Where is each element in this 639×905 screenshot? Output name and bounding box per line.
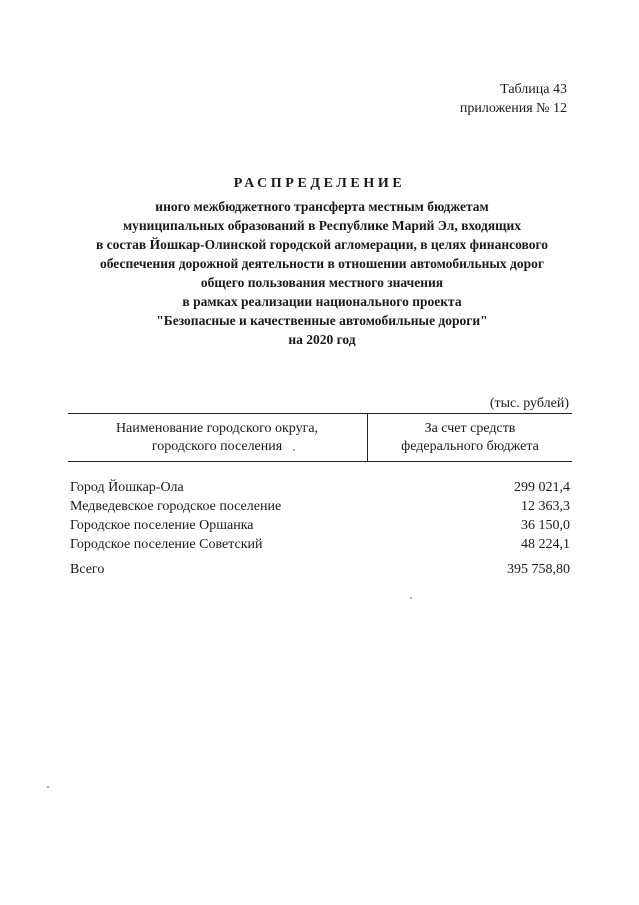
column-header-federal-line: федерального бюджета [401,439,539,454]
column-header-name-line: Наименование городского округа, [115,421,319,436]
document-title: РАСПРЕДЕЛЕНИЕ [233,176,406,191]
distribution-table [68,413,572,579]
subtitle-line: общего пользования местного значения [200,275,444,290]
row-value: 299 021,4 [514,480,570,495]
row-value: 36 150,0 [521,518,570,533]
table-body [68,478,572,579]
total-label: Всего [70,562,105,577]
table-reference: Таблица 43 [500,82,567,97]
scan-speck [410,597,412,599]
unit-label: (тыс. рублей) [489,396,569,411]
subtitle-line: в рамках реализации национального проекта [182,294,462,309]
column-header-name-line: городского поселения [151,439,283,454]
table-row [68,497,572,516]
row-name: Медведевское городское поселение [70,499,282,514]
total-row [68,560,572,579]
subtitle-line: обеспечения дорожной деятельности в отношении автомобильных дорог [99,256,545,271]
column-header-federal-line: За счет средств [424,421,516,436]
appendix-reference: приложения № 12 [459,101,567,116]
subtitle-line: иного межбюджетного трансферта местным бюджетам [155,199,489,214]
row-name: Городское поселение Оршанка [70,518,254,533]
column-header-name [68,420,366,456]
subtitle-line: в состав Йошкар-Олинской городской агломерации, в целях финансового [95,237,548,252]
column-header-federal [367,414,572,461]
row-value: 48 224,1 [521,537,570,552]
table-row [68,478,572,497]
subtitle-line: на 2020 год [288,332,356,347]
scan-speck [47,786,49,788]
table-row [68,516,572,535]
table-row [68,535,572,554]
row-name: Город Йошкар-Ола [70,480,184,495]
total-value: 395 758,80 [507,562,570,577]
scan-speck [293,449,295,451]
subtitle-line: "Безопасные и качественные автомобильные дороги" [156,313,488,328]
subtitle-line: муниципальных образований в Республике Марий Эл, входящих [122,218,522,233]
document-subtitle [40,197,604,349]
table-header [68,413,572,462]
row-value: 12 363,3 [521,499,570,514]
row-name: Городское поселение Советский [70,537,263,552]
